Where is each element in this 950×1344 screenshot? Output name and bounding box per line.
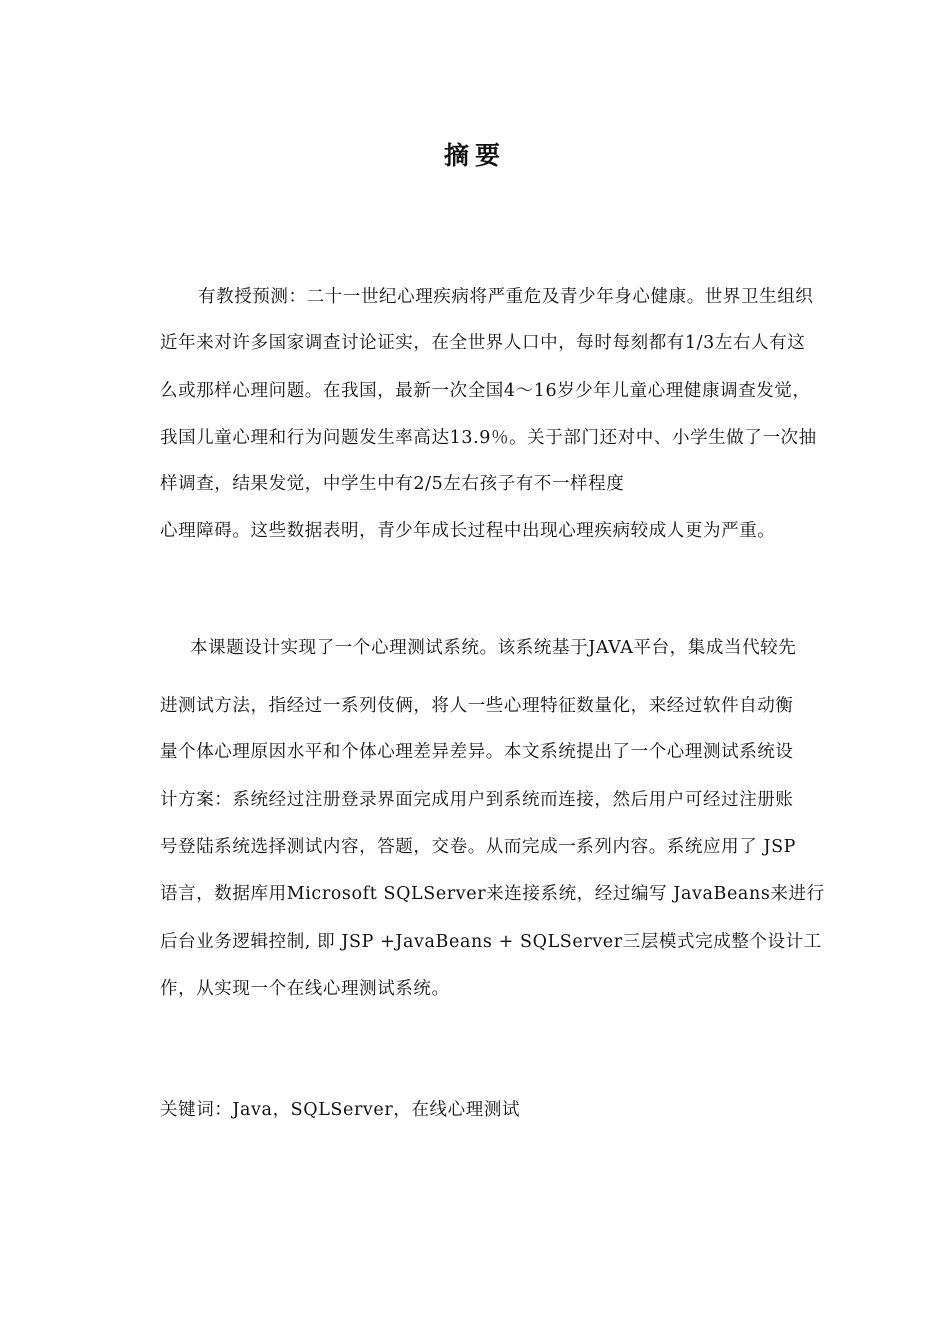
paragraph-2-line-3: 量个体心理原因水平和个体心理差异差异。本文系统提出了一个心理测试系统设	[160, 742, 794, 762]
paragraph-1-line-6: 心理障碍。这些数据表明，青少年成长过程中出现心理疾病较成人更为严重。	[160, 521, 776, 541]
paragraph-2-line-4: 计方案：系统经过注册登录界面完成用户到系统而连接，然后用户可经过注册账	[160, 790, 794, 810]
paragraph-1-line-2: 近年来对许多国家调查讨论证实，在全世界人口中，每时每刻都有1/3左右人有这	[160, 333, 806, 353]
paragraph-2-line-5: 号登陆系统选择测试内容，答题，交卷。从而完成一系列内容。系统应用了 JSP	[160, 837, 797, 857]
paragraph-2-line-7: 后台业务逻辑控制, 即 JSP +JavaBeans + SQLServer三层模式完成整个设计工	[160, 932, 822, 952]
paragraph-1-line-5: 样调查，结果发觉，中学生中有2/5左右孩子有不一样程度	[160, 474, 625, 494]
paragraph-1-line-1: 有教授预测：二十一世纪心理疾病将严重危及青少年身心健康。世界卫生组织	[198, 287, 814, 307]
keywords-line: 关键词：Java，SQLServer，在线心理测试	[160, 1100, 521, 1120]
page-title: 摘要	[443, 141, 506, 170]
paragraph-2-line-2: 进测试方法，指经过一系列伎俩，将人一些心理特征数量化，来经过软件自动衡	[160, 696, 794, 716]
paragraph-2-line-6: 语言，数据库用Microsoft SQLServer来连接系统，经过编写 JavaBeans来进行	[160, 884, 825, 904]
paragraph-1-line-3: 么或那样心理问题。在我国，最新一次全国4～16岁少年儿童心理健康调查发觉，	[160, 381, 811, 401]
paragraph-1-line-4: 我国儿童心理和行为问题发生率高达13.9％。关于部门还对中、小学生做了一次抽	[160, 428, 817, 448]
paragraph-2-line-1: 本课题设计实现了一个心理测试系统。该系统基于JAVA平台，集成当代较先	[190, 638, 797, 658]
paragraph-2-line-8: 作，从实现一个在线心理测试系统。	[160, 979, 450, 999]
